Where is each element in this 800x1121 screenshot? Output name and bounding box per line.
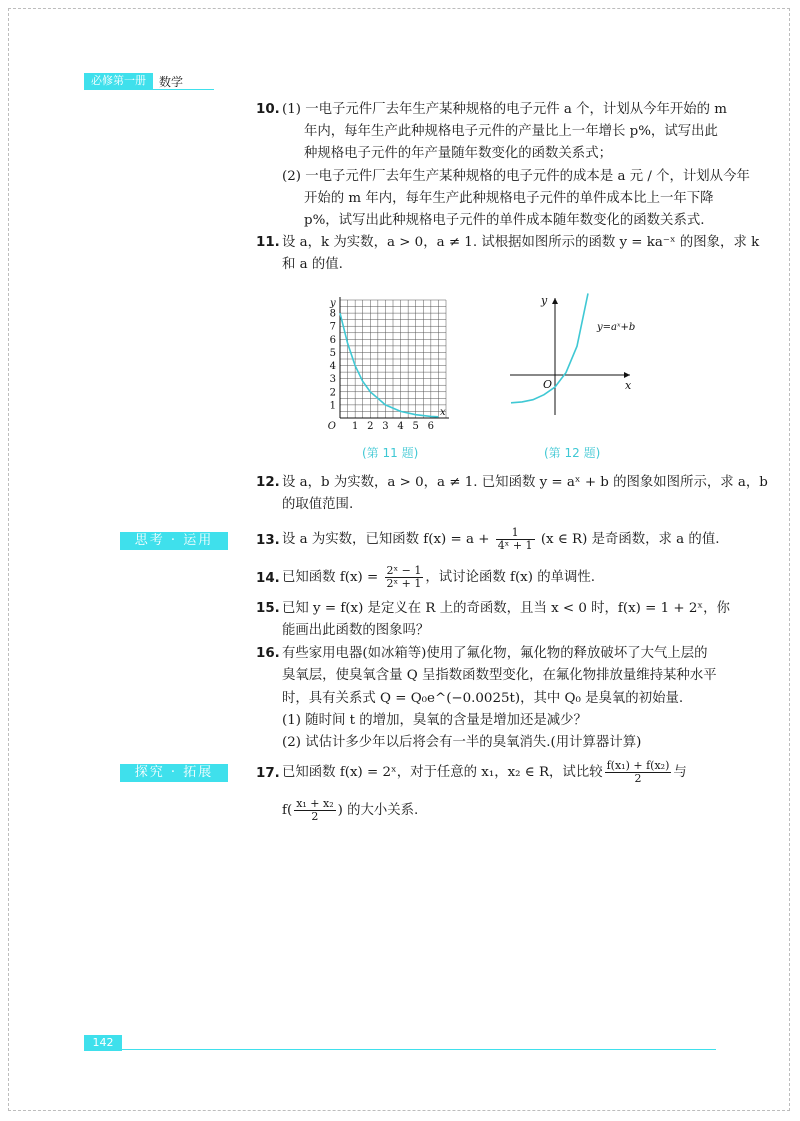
problem-14-line <box>282 564 595 592</box>
footer-rule <box>84 1049 716 1050</box>
y-tick-label: 5 <box>329 347 336 359</box>
problem-14-number: 14. <box>256 571 280 586</box>
figure-12-caption: (第 12 题) <box>544 446 601 460</box>
problem-12-line: 的取值范围. <box>282 497 354 512</box>
y-tick-label: 4 <box>329 361 336 373</box>
decay-curve <box>340 313 438 417</box>
figure-12-graph <box>505 290 650 420</box>
fraction-numerator: 2ˣ − 1 <box>386 564 422 577</box>
problem-17-fraction <box>294 798 335 823</box>
y-axis-label: y <box>541 294 548 307</box>
fraction-denominator: 2 <box>311 810 319 823</box>
problem-13-text: (x ∈ R) 是奇函数，求 a 的值. <box>536 532 720 547</box>
figure-11-graph <box>325 283 450 433</box>
problem-13-text: 设 a 为实数，已知函数 f(x) = a + <box>282 532 494 547</box>
problem-17-text: 与 <box>673 765 687 780</box>
x-tick-label: 6 <box>427 421 435 432</box>
y-tick-label: 8 <box>329 308 336 320</box>
problem-10-line: (1) 一电子元件厂去年生产某种规格的电子元件 a 个，计划从今年开始的 m <box>282 102 728 117</box>
problem-15-number: 15. <box>256 601 280 616</box>
book-label: 必修第一册 <box>84 73 153 89</box>
running-header <box>84 73 183 89</box>
origin-label: O <box>543 378 553 391</box>
problem-17-line <box>282 758 687 788</box>
problem-13-line <box>282 526 719 554</box>
subject-label: 数学 <box>159 74 184 89</box>
x-axis-label: x <box>625 379 632 392</box>
problem-10-line: (2) 一电子元件厂去年生产某种规格的电子元件的成本是 a 元 / 个，计划从今年 <box>282 169 750 184</box>
problem-17-text: ) 的大小关系. <box>337 803 419 818</box>
problem-17-number: 17. <box>256 766 280 781</box>
y-tick-label: 3 <box>329 374 336 386</box>
problem-12-line: 设 a，b 为实数，a > 0，a ≠ 1. 已知函数 y = aˣ + b 的图象如图所示，求 a，b <box>282 475 768 490</box>
section-explore-label: 探究 · 拓展 <box>120 764 228 782</box>
y-tick-label: 2 <box>329 387 336 399</box>
problem-16-line: 臭氧层，使臭氧含量 Q 呈指数函数型变化，在氟化物排放量维持某种水平 <box>282 668 717 683</box>
fraction-numerator: f(x₁) + f(x₂) <box>606 759 670 772</box>
problem-10-line: 种规格电子元件的年产量随年数变化的函数关系式； <box>304 146 612 161</box>
problem-12-number: 12. <box>256 475 280 490</box>
problem-14-fraction <box>385 565 424 590</box>
problem-16-line: 有些家用电器(如冰箱等)使用了氟化物，氟化物的释放破坏了大气上层的 <box>282 646 708 661</box>
problem-11-line: 和 a 的值. <box>282 257 343 272</box>
y-axis-label: y <box>330 298 336 309</box>
problem-16-number: 16. <box>256 646 280 661</box>
problem-15-line: 已知 y = f(x) 是定义在 R 上的奇函数，且当 x < 0 时，f(x) = 1 + 2ˣ，你 <box>282 601 730 616</box>
y-tick-label: 7 <box>329 321 336 333</box>
problem-10-line: p%，试写出此种规格电子元件的单件成本随年数变化的函数关系式. <box>304 213 705 228</box>
y-arrow-icon <box>552 298 558 304</box>
problem-17-text: f( <box>282 803 293 818</box>
y-tick-label: 6 <box>329 334 336 346</box>
fraction-denominator: 2 <box>634 772 642 785</box>
problem-16-line: (1) 随时间 t 的增加，臭氧的含量是增加还是减少？ <box>282 713 587 728</box>
problem-13-number: 13. <box>256 533 280 548</box>
fraction-numerator: x₁ + x₂ <box>296 797 334 810</box>
problem-11-line: 设 a，k 为实数，a > 0，a ≠ 1. 试根据如图所示的函数 y = ka⁻ˣ 的图象，求 k <box>282 235 760 250</box>
problem-14-text: ，试讨论函数 f(x) 的单调性. <box>425 570 596 585</box>
problem-10-number: 10. <box>256 102 280 117</box>
fraction-denominator: 2ˣ + 1 <box>386 577 422 590</box>
problem-13-fraction <box>496 527 535 552</box>
problem-17-text: 已知函数 f(x) = 2ˣ，对于任意的 x₁，x₂ ∈ R，试比较 <box>282 765 603 780</box>
x-tick-label: 1 <box>351 421 359 432</box>
origin-label: O <box>327 421 336 432</box>
x-tick-label: 5 <box>412 421 419 432</box>
header-rule <box>84 89 214 90</box>
page-number: 142 <box>84 1035 122 1051</box>
problem-10-line: 年内，每年生产此种规格电子元件的产量比上一年增长 p%，试写出此 <box>304 124 718 139</box>
x-tick-label: 3 <box>382 421 389 432</box>
y-tick-label: 1 <box>329 400 336 412</box>
x-axis-label: x <box>440 407 446 418</box>
problem-17-fraction <box>605 760 672 785</box>
section-think-label: 思考 · 运用 <box>120 532 228 550</box>
x-arrow-icon <box>624 372 630 378</box>
fraction-denominator: 4ˣ + 1 <box>497 539 533 552</box>
curve-label: y=aˣ+b <box>597 322 636 333</box>
problem-15-line: 能画出此函数的图象吗？ <box>282 623 430 638</box>
problem-11-number: 11. <box>256 235 280 250</box>
x-tick-label: 2 <box>367 421 374 432</box>
problem-17-line <box>282 796 418 826</box>
problem-16-line: 时，具有关系式 Q = Q₀e^(−0.0025t)，其中 Q₀ 是臭氧的初始量. <box>282 691 684 706</box>
problem-10-line: 开始的 m 年内，每年生产此种规格电子元件的单件成本比上一年下降 <box>304 191 714 206</box>
figure-11-caption: (第 11 题) <box>362 446 419 460</box>
problem-14-text: 已知函数 f(x) = <box>282 570 383 585</box>
fraction-numerator: 1 <box>496 527 535 540</box>
problem-16-line: (2) 试估计多少年以后将会有一半的臭氧消失.(用计算器计算) <box>282 735 642 750</box>
x-tick-label: 4 <box>397 421 404 432</box>
